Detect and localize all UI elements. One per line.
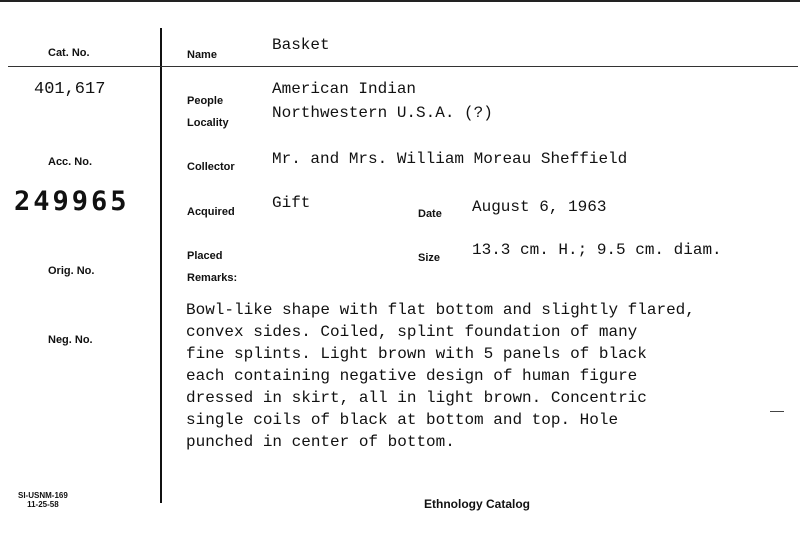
size-label: Size (418, 252, 441, 264)
size-value: 13.3 cm. H.; 9.5 cm. diam. (472, 241, 722, 259)
remarks-line: punched in center of bottom. (186, 433, 455, 451)
people-label: People (187, 95, 224, 107)
locality-value: Northwestern U.S.A. (?) (272, 104, 493, 122)
card-top-border (0, 0, 800, 2)
orig-no-label: Orig. No. (48, 265, 95, 277)
acc-no-value: 249965 (14, 186, 130, 217)
collector-value: Mr. and Mrs. William Moreau Sheffield (272, 150, 628, 168)
cat-no-label: Cat. No. (48, 47, 90, 59)
collector-label: Collector (187, 161, 235, 173)
margin-dash (770, 411, 784, 412)
acquired-label: Acquired (187, 206, 235, 218)
name-value: Basket (272, 36, 330, 54)
form-number-code: SI-USNM-169 (18, 491, 68, 500)
date-value: August 6, 1963 (472, 198, 607, 216)
remarks-line: Bowl-like shape with flat bottom and slightly flared, (186, 301, 695, 319)
acc-no-label: Acc. No. (48, 156, 93, 168)
form-number (18, 491, 68, 509)
date-label: Date (418, 208, 442, 220)
remarks-label: Remarks: (187, 272, 238, 284)
remarks-line: fine splints. Light brown with 5 panels of black (186, 345, 647, 363)
name-label: Name (187, 49, 217, 61)
remarks-line: each containing negative design of human figure (186, 367, 638, 385)
remarks-line: dressed in skirt, all in light brown. Concentric (186, 389, 647, 407)
form-number-date: 11-25-58 (27, 500, 59, 509)
column-divider (160, 28, 162, 503)
catalog-title: Ethnology Catalog (424, 497, 530, 511)
locality-label: Locality (187, 117, 229, 129)
neg-no-label: Neg. No. (48, 334, 93, 346)
cat-no-value: 401,617 (34, 80, 106, 99)
remarks-line: convex sides. Coiled, splint foundation of many (186, 323, 638, 341)
remarks-text (186, 299, 796, 453)
placed-label: Placed (187, 250, 223, 262)
acquired-value: Gift (272, 194, 311, 212)
remarks-line: single coils of black at bottom and top. Hole (186, 411, 619, 429)
people-value: American Indian (272, 80, 417, 98)
header-rule (8, 66, 798, 67)
